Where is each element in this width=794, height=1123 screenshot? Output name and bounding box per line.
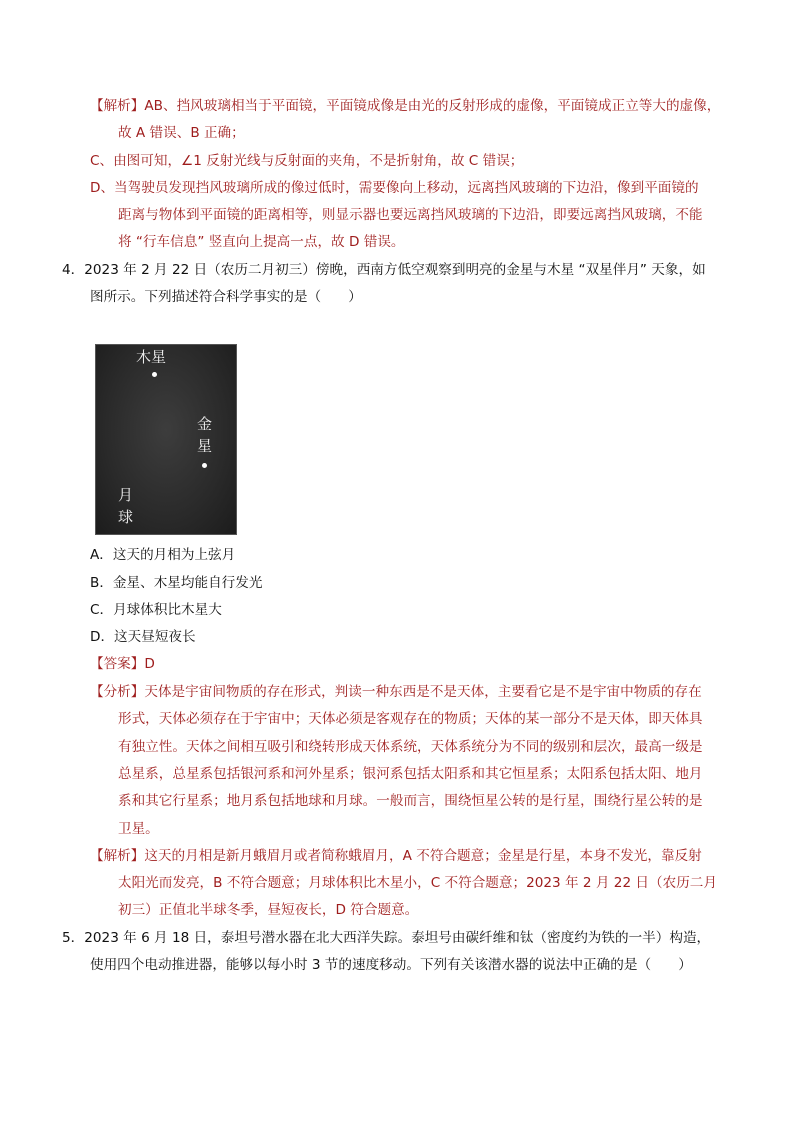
q4-explanation-line-1: 【解析】这天的月相是新月蛾眉月或者简称蛾眉月，A 不符合题意；金星是行星，本身不发光，靠反射 bbox=[90, 848, 702, 864]
venus-dot bbox=[202, 463, 207, 468]
q3-analysis-line-4: D、当驾驶员发现挡风玻璃所成的像过低时，需要像向上移动，远离挡风玻璃的下边沿，像到平面镜的 bbox=[90, 180, 699, 196]
crescent-moon-icon bbox=[150, 490, 178, 518]
q3-analysis-line-2: 故 A 错误、B 正确； bbox=[118, 125, 245, 141]
q4-explanation-line-3: 初三）正值北半球冬季，昼短夜长，D 符合题意。 bbox=[118, 902, 419, 918]
q4-analysis-line-3: 有独立性。天体之间相互吸引和绕转形成天体系统，天体系统分为不同的级别和层次，最高一级是 bbox=[118, 739, 703, 755]
q3-analysis-line-6: 将 “行车信息” 竖直向上提高一点，故 D 错误。 bbox=[118, 234, 405, 250]
label-jupiter: 木星 bbox=[136, 348, 167, 366]
q4-explanation-line-2: 太阳光而发亮，B 不符合题意；月球体积比木星小，C 不符合题意；2023 年 2 月 22 日（农历二月 bbox=[118, 875, 717, 891]
q4-option-c: C．月球体积比木星大 bbox=[90, 602, 222, 618]
q4-analysis-line-4: 总星系，总星系包括银河系和河外星系；银河系包括太阳系和其它恒星系；太阳系包括太阳、地月 bbox=[118, 766, 703, 782]
q3-analysis-line-5: 距离与物体到平面镜的距离相等，则显示器也要远离挡风玻璃的下边沿，即要远离挡风玻璃，不能 bbox=[118, 207, 703, 223]
label-moon-2: 球 bbox=[118, 508, 134, 526]
q4-analysis-line-5: 系和其它行星系；地月系包括地球和月球。一般而言，围绕恒星公转的是行星，围绕行星公转的是 bbox=[118, 793, 703, 809]
q5-stem-line-2: 使用四个电动推进器，能够以每小时 3 节的速度移动。下列有关该潜水器的说法中正确的是（ ） bbox=[90, 957, 692, 973]
q4-option-b: B．金星、木星均能自行发光 bbox=[90, 575, 263, 591]
label-venus-1: 金 bbox=[197, 415, 213, 433]
q3-analysis-line-3: C、由图可知，∠1 反射光线与反射面的夹角，不是折射角，故 C 错误； bbox=[90, 153, 524, 169]
q4-option-d: D．这天昼短夜长 bbox=[90, 629, 196, 645]
night-sky-photo bbox=[95, 344, 237, 535]
q4-stem-line-1: 4．2023 年 2 月 22 日（农历二月初三）傍晚，西南方低空观察到明亮的金星与木星 “双星伴月” 天象，如 bbox=[62, 262, 706, 278]
q4-analysis-line-2: 形式，天体必须存在于宇宙中；天体必须是客观存在的物质；天体的某一部分不是天体，即天体具 bbox=[118, 711, 703, 727]
q4-option-a: A．这天的月相为上弦月 bbox=[90, 547, 236, 563]
q4-answer: 【答案】D bbox=[90, 656, 155, 672]
q5-stem-line-1: 5．2023 年 6 月 18 日，泰坦号潜水器在北大西洋失踪。泰坦号由碳纤维和钛（密度约为铁的一半）构造， bbox=[62, 930, 711, 946]
label-moon-1: 月 bbox=[118, 486, 134, 504]
jupiter-dot bbox=[152, 372, 157, 377]
label-venus-2: 星 bbox=[197, 437, 213, 455]
q3-analysis-line-1: 【解析】AB、挡风玻璃相当于平面镜，平面镜成像是由光的反射形成的虚像，平面镜成正立等大的虚像， bbox=[90, 98, 721, 114]
q4-stem-line-2: 图所示。下列描述符合科学事实的是（ ） bbox=[90, 289, 362, 305]
q4-analysis-line-1: 【分析】天体是宇宙间物质的存在形式，判读一种东西是不是天体，主要看它是不是宇宙中物质的存在 bbox=[90, 684, 702, 700]
q4-analysis-line-6: 卫星。 bbox=[118, 821, 159, 837]
